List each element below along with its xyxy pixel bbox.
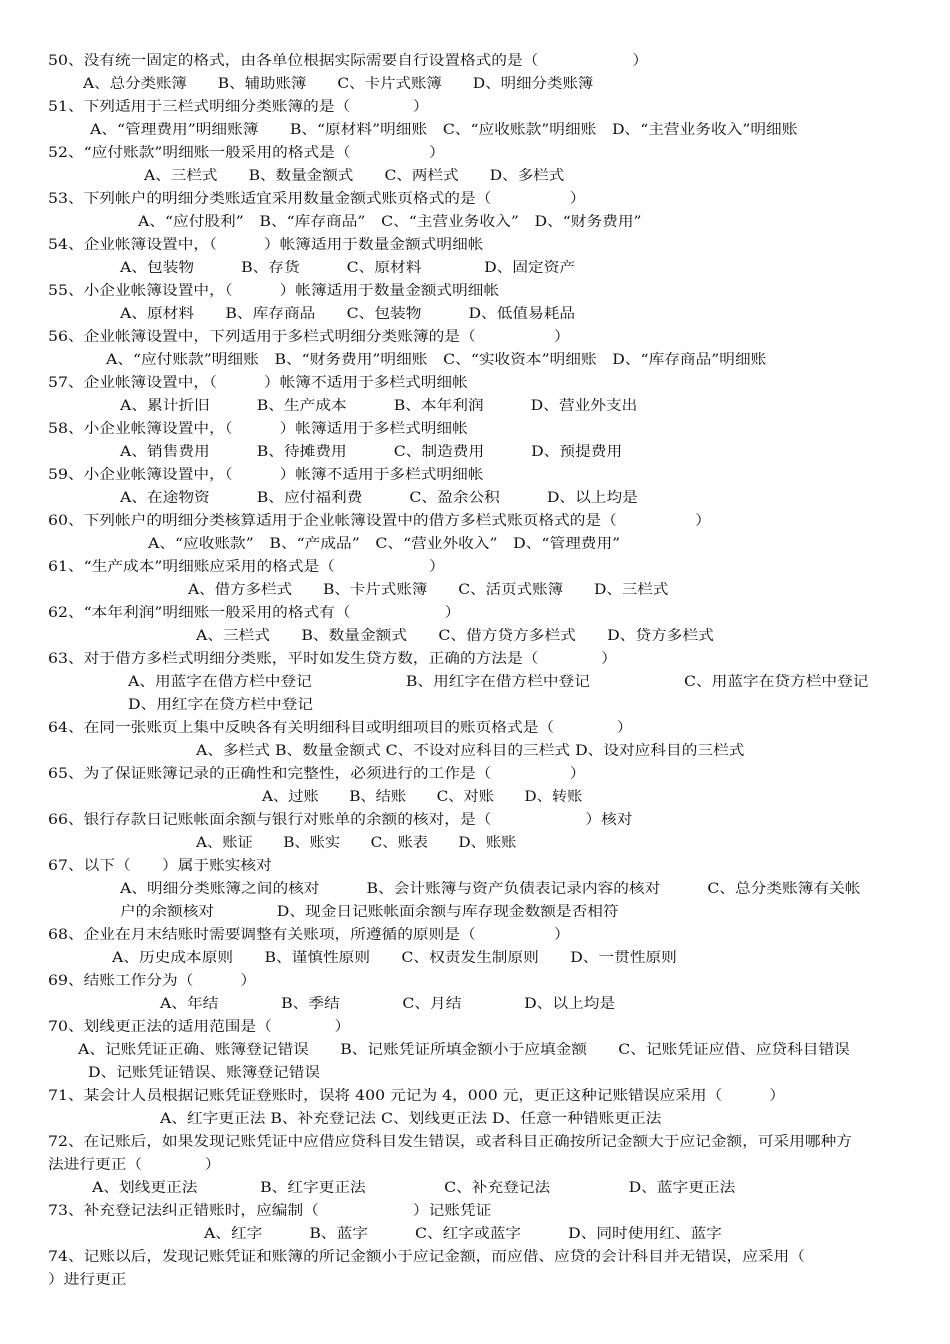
text-line: 法进行更正（ ） <box>48 1157 221 1173</box>
text-line: 64、在同一张账页上集中反映各有关明细科目或明细项目的账页格式是（ ） <box>48 720 633 736</box>
text-line: A、累计折旧 B、生产成本 B、本年利润 D、营业外支出 <box>120 398 638 414</box>
text-line: ）进行更正 <box>48 1272 127 1288</box>
text-line: 66、银行存款日记账帐面余额与银行对账单的余额的核对，是（ ）核对 <box>48 812 633 828</box>
text-line: 60、下列帐户的明细分类核算适用于企业帐簿设置中的借方多栏式账页格式的是（ ） <box>48 513 711 529</box>
text-line: A、三栏式 B、数量金额式 C、两栏式 D、多栏式 <box>144 168 565 184</box>
text-line: A、账证 B、账实 C、账表 D、账账 <box>196 835 517 851</box>
text-line: D、记账凭证错误、账簿登记错误 <box>88 1065 321 1081</box>
text-line: 70、划线更正法的适用范围是（ ） <box>48 1019 351 1035</box>
text-line: 57、企业帐簿设置中，（ ）帐簿不适用于多栏式明细帐 <box>48 375 468 391</box>
text-line: A、过账 B、结账 C、对账 D、转账 <box>262 789 583 805</box>
text-line: 71、某会计人员根据记账凭证登账时，误将 400 元记为 4，000 元，更正这种记账错误应采用（ ） <box>48 1088 785 1104</box>
text-line: A、记账凭证正确、账簿登记错误 B、记账凭证所填金额小于应填金额 C、记账凭证应借、应贷科目错误 <box>78 1042 850 1058</box>
text-line: 67、以下（ ）属于账实核对 <box>48 858 272 874</box>
text-line: A、明细分类账簿之间的核对 B、会计账簿与资产负债表记录内容的核对 C、总分类账簿有关帐 <box>120 881 861 897</box>
text-line: A、红字 B、蓝字 C、红字或蓝字 D、同时使用红、蓝字 <box>204 1226 722 1242</box>
text-line: 52、“应付账款”明细账一般采用的格式是（ ） <box>48 145 445 161</box>
text-line: A、包装物 B、存货 C、原材料 D、固定资产 <box>120 260 576 276</box>
text-line: 58、小企业帐簿设置中，（ ）帐簿适用于多栏式明细帐 <box>48 421 468 437</box>
text-line: A、借方多栏式 B、卡片式账簿 C、活页式账簿 D、三栏式 <box>188 582 669 598</box>
text-line: A、红字更正法 B、补充登记法 C、划线更正法 D、任意一种错账更正法 <box>160 1111 662 1127</box>
text-line: 69、结账工作分为（ ） <box>48 973 257 989</box>
text-line: 68、企业在月末结账时需要调整有关账项，所遵循的原则是（ ） <box>48 927 570 943</box>
text-line: A、在途物资 B、应付福利费 C、盈余公积 D、以上均是 <box>120 490 638 506</box>
text-line: 61、“生产成本”明细账应采用的格式是（ ） <box>48 559 445 575</box>
text-line: 74、记账以后，发现记账凭证和账簿的所记金额小于应记金额，而应借、应贷的会计科目并无错误，应采用（ <box>48 1249 805 1265</box>
text-line: D、用红字在贷方栏中登记 <box>128 697 314 713</box>
text-line: A、划线更正法 B、红字更正法 C、补充登记法 D、蓝字更正法 <box>92 1180 736 1196</box>
text-line: 65、为了保证账簿记录的正确性和完整性，必须进行的工作是（ ） <box>48 766 586 782</box>
text-line: A、“管理费用”明细账簿 B、“原材料”明细账 C、“应收账款”明细账 D、“主营业务收入”明细账 <box>90 122 798 138</box>
text-line: A、年结 B、季结 C、月结 D、以上均是 <box>160 996 616 1012</box>
text-line: 51、下列适用于三栏式明细分类账簿的是（ ） <box>48 99 429 115</box>
text-line: 53、下列帐户的明细分类账适宜采用数量金额式账页格式的是（ ） <box>48 191 586 207</box>
text-line: 59、小企业帐簿设置中，（ ）帐簿不适用于多栏式明细帐 <box>48 467 484 483</box>
text-line: A、历史成本原则 B、谨慎性原则 C、权责发生制原则 D、一贯性原则 <box>112 950 677 966</box>
text-line: A、用蓝字在借方栏中登记 B、用红字在借方栏中登记 C、用蓝字在贷方栏中登记 <box>128 674 869 690</box>
text-line: A、“应收账款” B、“产成品” C、“营业外收入” D、“管理费用” <box>148 536 621 552</box>
text-line: A、“应付账款”明细账 B、“财务费用”明细账 C、“实收资本”明细账 D、“库存商品”明细账 <box>106 352 767 368</box>
text-line: A、总分类账簿 B、辅助账簿 C、卡片式账簿 D、明细分类账簿 <box>83 76 594 92</box>
text-line: 56、企业帐簿设置中，下列适用于多栏式明细分类账簿的是（ ） <box>48 329 570 345</box>
text-line: A、“应付股利” B、“库存商品” C、“主营业务收入” D、“财务费用” <box>138 214 642 230</box>
text-line: A、三栏式 B、数量金额式 C、借方贷方多栏式 D、贷方多栏式 <box>196 628 714 644</box>
text-line: 72、在记账后，如果发现记账凭证中应借应贷科目发生错误，或者科目正确按所记金额大于应记金额，可采用哪种方 <box>48 1134 852 1150</box>
text-line: 50、没有统一固定的格式，由各单位根据实际需要自行设置格式的是（ ） <box>48 53 649 69</box>
text-line: A、原材料 B、库存商品 C、包装物 D、低值易耗品 <box>120 306 576 322</box>
text-line: A、多栏式 B、数量金额式 C、不设对应科目的三栏式 D、设对应科目的三栏式 <box>196 743 745 759</box>
text-line: 55、小企业帐簿设置中，（ ）帐簿适用于数量金额式明细帐 <box>48 283 500 299</box>
text-line: 73、补充登记法纠正错账时，应编制（ ）记账凭证 <box>48 1203 492 1219</box>
text-line: A、销售费用 B、待摊费用 C、制造费用 D、预提费用 <box>120 444 623 460</box>
text-line: 63、对于借方多栏式明细分类账，平时如发生贷方数，正确的方法是（ ） <box>48 651 617 667</box>
text-line: 户的余额核对 D、现金日记账帐面余额与库存现金数额是否相符 <box>120 904 619 920</box>
text-line: 62、“本年利润”明细账一般采用的格式有（ ） <box>48 605 461 621</box>
text-line: 54、企业帐簿设置中，（ ）帐簿适用于数量金额式明细帐 <box>48 237 484 253</box>
